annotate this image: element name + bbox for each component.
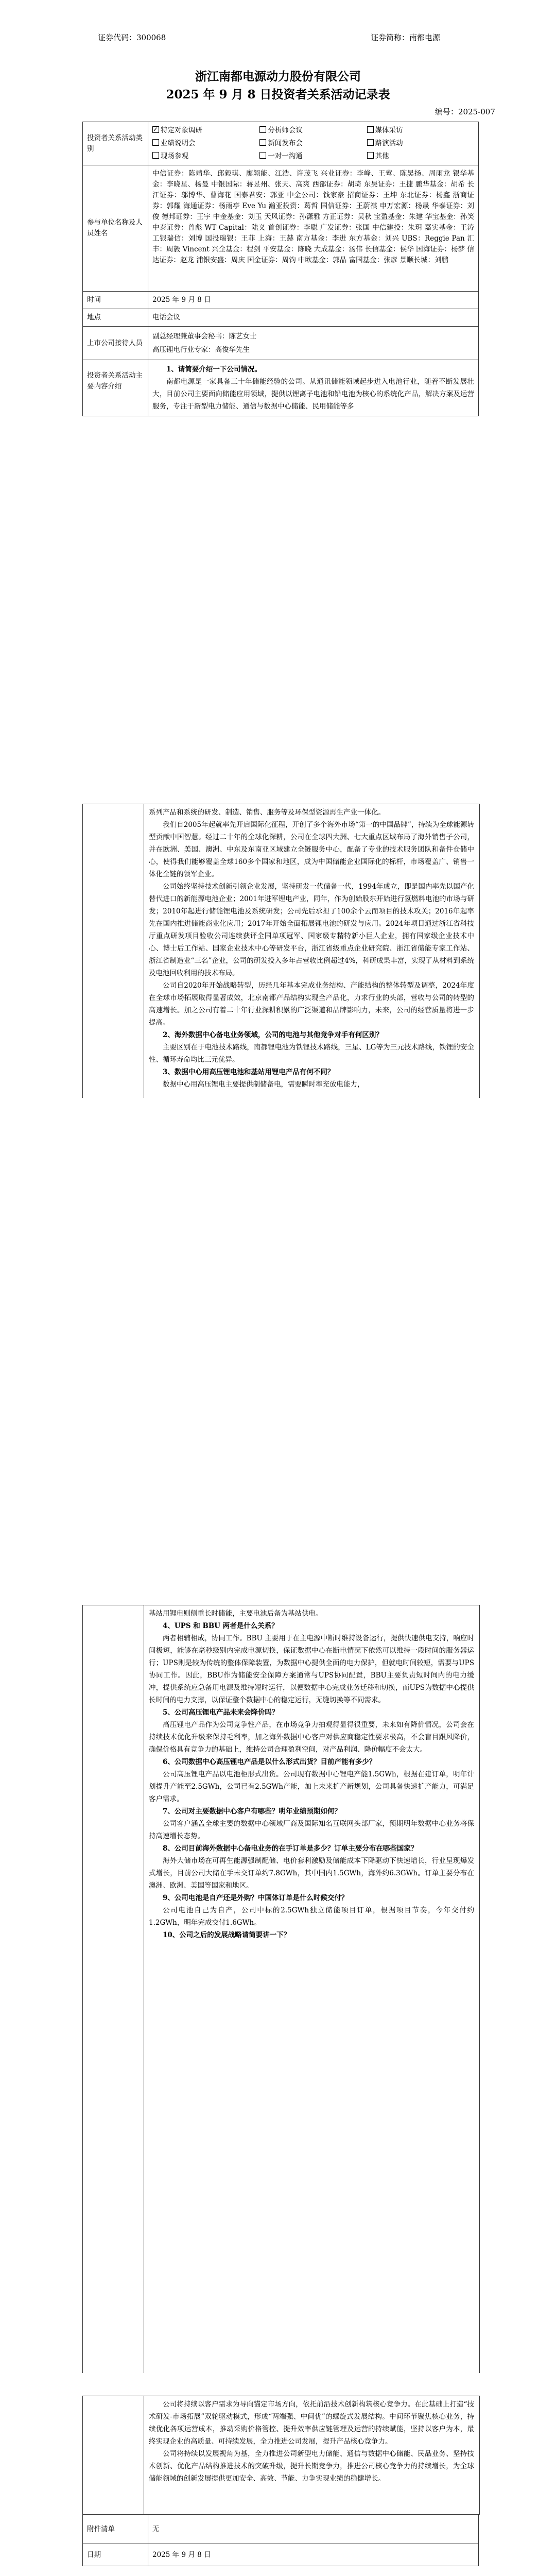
activity-option — [259, 151, 367, 162]
reception-value — [148, 327, 479, 360]
answer-7: 公司客户涵盖全球主要的数据中心领域厂商及国际知名互联网头部厂家，预期明年数据中心业务将保持高速增长态势。 — [149, 1820, 474, 1840]
activity-option-label: 特定对象调研 — [161, 126, 202, 134]
activity-option — [367, 138, 474, 149]
reception-row — [83, 327, 479, 360]
record-table — [82, 122, 479, 416]
reception-line: 高压锂电行业专家：高俊华先生 — [152, 346, 250, 354]
activity-option-label: 其他 — [375, 152, 389, 160]
activity-option — [367, 125, 474, 136]
question-5: 5、公司高压锂电产品未来会降价吗？ — [163, 1708, 279, 1717]
page3-content — [144, 1605, 479, 2373]
closing-table — [82, 2514, 479, 2566]
reception-label: 上市公司接待人员 — [83, 327, 148, 360]
page4-frame — [82, 2396, 480, 2515]
page2-content — [144, 804, 479, 1098]
answer-6: 公司高压锂电产品以电池柜形式出货。公司现有数据中心锂电产能1.5GWh，根据在建订单，明年计划提升产能至2.5GWh，公司已有2.5GWh产能，加上未来扩产新规划，公司具备快速扩产能力，可满足客户需求。 — [149, 1770, 474, 1803]
checkbox-icon — [259, 139, 266, 146]
document-number: 编号：2025-007 — [435, 107, 495, 116]
location-value: 电话会议 — [148, 309, 479, 327]
checkbox-icon — [259, 152, 266, 159]
question-2: 2、海外数据中心备电业务领域，公司的电池与其他竞争对手有何区别？ — [163, 1031, 383, 1039]
question-1: 1、请简要介绍一下公司情况。 — [166, 365, 262, 374]
checkbox-icon — [152, 139, 159, 146]
participants-label: 参与单位名称及人员姓名 — [83, 165, 148, 292]
location-row — [83, 309, 479, 327]
activity-option — [259, 138, 367, 149]
activity-option-label: 业绩说明会 — [161, 139, 196, 147]
participants-text: 中信证券：陈靖华、邱毅琪、廖颖能、江浩、许茂飞 兴业证券：李峰、王莺、陈昊扬、周雨龙 银华基金：李晓星、杨曼 中银国际：蒋昱州、张天、高爽 西部证券：胡琦 东吴证券：王捷 鹏华基金：胡希 长江证券：邬博华、曹海花 国泰君安：郭亚 中金公司：钱家豪 招商证券：王坤 东北证券：杨鑫 浙商证券：郭耀 海通证券：杨雨亭 Eve Yu 瀚亚投资：葛哲 国信证券：王蔚祺 申万宏源：杨晟 华泰证券：刘俊 德邦证券：王宇 中金基金：刘玉 天风证券：孙潇雅 方正证券：吴秋 宝盈基金：朱建 华宝基金：孙笑 中泰证券：曾彪 WT Capital：陆义 首创证券：李聪 广发证券：张国 中信建投：朱玥 嘉实基金：王涛 工银瑞信：刘博 国投瑞银：王菲 上海：王赫 南方基金：李进 东方基金：刘兴 UBS：Reggie Pan 汇丰：周毅 Vincent 兴全基金：程剑 平安基金：陈晓 大成基金：汤伟 长信基金：侯华 国海证券：杨梦 信达证券：赵龙 浦银安盛：周庆 国金证券：周钧 中欧基金：郭晶 富国基金：张彦 景顺长城：刘鹏 — [148, 165, 479, 292]
checkbox-icon — [259, 126, 266, 133]
activity-type-options — [148, 122, 479, 165]
answer-3: 数据中心用高压锂电主要提供制储备电，需要瞬时率充放电能力， — [163, 1080, 364, 1089]
activity-type-row — [83, 122, 479, 165]
reception-line: 副总经理兼董事会秘书：陈艺女士 — [152, 332, 257, 341]
question-6: 6、公司数据中心高压锂电产品是以什么形式出货？目前产能有多少？ — [163, 1758, 376, 1766]
question-9: 9、公司电池是自产还是外购？中国体订单是什么时候交付？ — [163, 1894, 349, 1902]
activity-option-label: 现场参观 — [161, 152, 188, 160]
checkbox-icon — [152, 126, 159, 133]
activity-option-label: 一对一沟通 — [268, 152, 303, 160]
main-content — [148, 360, 479, 416]
page2-frame — [82, 804, 480, 1098]
date-value: 2025 年 9 月 8 日 — [148, 2544, 479, 2566]
attachments-value: 无 — [148, 2515, 479, 2544]
question-8: 8、公司目前海外数据中心备电业务的在手订单是多少？订单主要分布在哪些国家？ — [163, 1844, 418, 1853]
activity-option — [152, 125, 259, 136]
answer-2: 主要区别在于电池技术路线，南都锂电池为铁锂技术路线，三星、LG等为三元技术路线，铁锂的安全性、循环寿命均比三元优异。 — [149, 1043, 474, 1064]
activity-option — [152, 138, 259, 149]
date-label: 日期 — [83, 2544, 148, 2566]
attachments-row — [83, 2515, 479, 2544]
main-content-row — [83, 360, 479, 416]
time-value: 2025 年 9 月 8 日 — [148, 292, 479, 309]
time-label: 时间 — [83, 292, 148, 309]
attachments-label: 附件清单 — [83, 2515, 148, 2544]
answer-4: 两者相辅相成，协同工作。BBU 主要用于在主电源中断时维持设备运行，提供快速供电支持，响应时间极短，能够在毫秒级别内完成电源切换，保证数据中心在断电情况下依然可以维持一段时间的服务器运行；UPS则是较为传统的整体保障装置，为数据中心提供全面的电力保护，但就电时间较短，需要与UPS协同工作。因此，BBU作为储能安全保障方案通常与UPS协同配置，BBU主要负责短时间内的电力缓冲，提供系统应急备用电源及维持短时运行，以便数据中心完成业务迁移和切换，而UPS为数据中心提供长时间的电力支撑，以保证整个数据中心的稳定运行，无缝切换等不同需求。 — [149, 1634, 474, 1704]
answer-1: 南都电源是一家具备三十年储能经验的公司。从通讯储能领域起步进入电池行业，随着不断发展壮大，目前公司主要面向储能应用领域，提供以锂离子电池和铅电池为核心的系统化产品，解决方案及运营服务，专注于新型电力储能、通信与数据中心储能、民用储能等多 — [152, 378, 474, 411]
main-content-label: 投资者关系活动主要内容介绍 — [83, 360, 148, 416]
question-7: 7、公司对主要数据中心客户有哪些？明年业绩预期如何？ — [163, 1807, 341, 1816]
answer-10: 公司将持续以客户需求为导向锚定市场方向，依托前沿技术创新构筑核心竞争力。在此基础上打造“技术研发-市场拓展”双轮驱动模式，形成“两端强、中间优”的螺旋式发展结构。中间环节聚焦核心业务，持续优化各项运营成本，推动采购价格管控、提升效率供应链管理及运营的持续赋能，坚持以客户为本，最终实现企业的高质量、可持续发展，全力推进公司发展，提升产品核心竞争力。 — [149, 2400, 474, 2446]
question-10: 10、公司之后的发展战略请简要讲一下？ — [163, 1931, 291, 1939]
paragraph-international: 我们自2005年起就率先开启国际化征程，开创了多个海外市场“第一的中国品牌”，持续为全球能源转型贡献中国智慧。经过二十年的全球化深耕，公司在全球四大洲、七大重点区域布局了海外销售子公司，并在欧洲、美国、澳洲、中东及东南亚区域建立全链服务中心，配备了专业的技术服务团队和备件仓储中心，使得我们能够覆盖全球160多个国家和地区，成为中国储能企业国际化的标杆，市场覆盖广、销售一体化全链的领军企业。 — [149, 821, 474, 878]
question-3: 3、数据中心用高压锂电池和基站用锂电产品有何不同？ — [163, 1068, 335, 1076]
activity-option — [152, 151, 259, 162]
location-label: 地点 — [83, 309, 148, 327]
paragraph-rnd: 公司始终坚持技术创新引领企业发展，坚持研发一代储备一代，1994年成立，即是国内率先以国产化替代进口的新能源电池企业；2001年进军锂电产业，同年，作为创始股东开始进行氢燃料电池的市场与研发；2010年起进行储能锂电池及系统研发；公司先后承担了100余个云而项目的技术攻关；2016年起率先在国内推进储能商业化应用；2017年开始全面拓展锂电池的研发与应用。2024年项目通过浙江省科技厅重点研发项目验收公司连续获评全国单项冠军、国家级专精特新小巨人企业，拥有国家级企业技术中心、博士后工作站、国家企业技术中心等研发平台，浙江省级重点企业研究院、浙江省储能专家工作站、浙江省制造业“三名”企业，公司的研发投入多年占营收比例超过4%，科研成果丰富，实现了从材料到系统及电池回收利用的技术布局。 — [149, 883, 474, 977]
page3-frame — [82, 1605, 480, 2373]
checkbox-icon — [367, 152, 374, 159]
date-row — [83, 2544, 479, 2566]
activity-option-label: 路演活动 — [375, 139, 403, 147]
question-4: 4、UPS 和 BBU 两者是什么关系？ — [163, 1622, 279, 1630]
stock-code: 证券代码：300068 — [98, 33, 166, 42]
answer-10-part-2: 公司将持续以发展视角为基，全力推进公司新型电力储能、通信与数据中心储能、民品业务、坚持技术创新、优化产品结构推进技术的突破升级，提升长期竞争力，推进公司核心竞争力的持续增长，为全球储能领域的创新发展提供更加安全、高效、节能、力争实现业绩的稳健增长。 — [149, 2450, 474, 2483]
activity-option-label: 新闻发布会 — [268, 139, 303, 147]
answer-3-continued: 基站用锂电则侧重长时储能，主要电池后备为基站供电。 — [149, 1609, 323, 1618]
answer-1-continued: 系列产品和系统的研发、制造、销售、服务等及环保型资源再生产业一体化。 — [149, 808, 385, 817]
activity-type-label: 投资者关系活动类别 — [83, 122, 148, 165]
participants-row — [83, 165, 479, 292]
time-row — [83, 292, 479, 309]
activity-option-label: 媒体采访 — [375, 126, 403, 134]
checkbox-icon — [367, 139, 374, 146]
checkbox-icon — [367, 126, 374, 133]
checkbox-icon — [152, 152, 159, 159]
paragraph-transformation: 公司自2020年开始战略转型，历经几年基本完成业务结构、产能结构的整体转型及调整，2024年度在全球市场拓展取得显著成效，北京南都产品结构实现全产品化，力求行业的头部，营收与公司的转型的高速增长。加之公司有着二十年行业深耕积累的广泛渠道和品牌影响力，未来，公司的经营质量将进一步提高。 — [149, 981, 474, 1027]
activity-option — [259, 125, 367, 136]
activity-option — [367, 151, 474, 162]
company-title: 浙江南都电源动力股份有限公司 — [195, 70, 361, 83]
answer-9: 公司电池自己为自产，公司中标的2.5GWh独立储能项目订单，根据项目节奏，今年交付约1.2GWh，明年完成交付1.6GWh。 — [149, 1906, 474, 1927]
page4-content — [144, 2396, 479, 2515]
stock-abbr: 证券简称：南都电源 — [371, 33, 441, 42]
answer-8: 海外大储市场在可再生能源强制配储、电价套利激励及储能成本下降驱动下快速增长，行业呈现爆发式增长，目前公司大储在手未交订单约7.8GWh，其中国内1.5GWh，海外约6.3GWh。订单主要分布在澳洲、欧洲、美国等国家和地区。 — [149, 1857, 474, 1890]
answer-5: 高压锂电产品作为公司竞争性产品，在市场竞争力拍观得显得很重要，未来如有降价情况，公司会在持续技术优化升级来保持毛利率，加之海外数据中心客户对供应商稳定性要求极高，不会盲目跟风降价，确保价格具有竞争力的基础上，维持公司合理盈利空间，对产品利润、降价幅度不会太大。 — [149, 1721, 474, 1754]
activity-option-label: 分析师会议 — [268, 126, 303, 134]
record-title: 2025 年 9 月 8 日投资者关系活动记录表 — [166, 88, 390, 101]
